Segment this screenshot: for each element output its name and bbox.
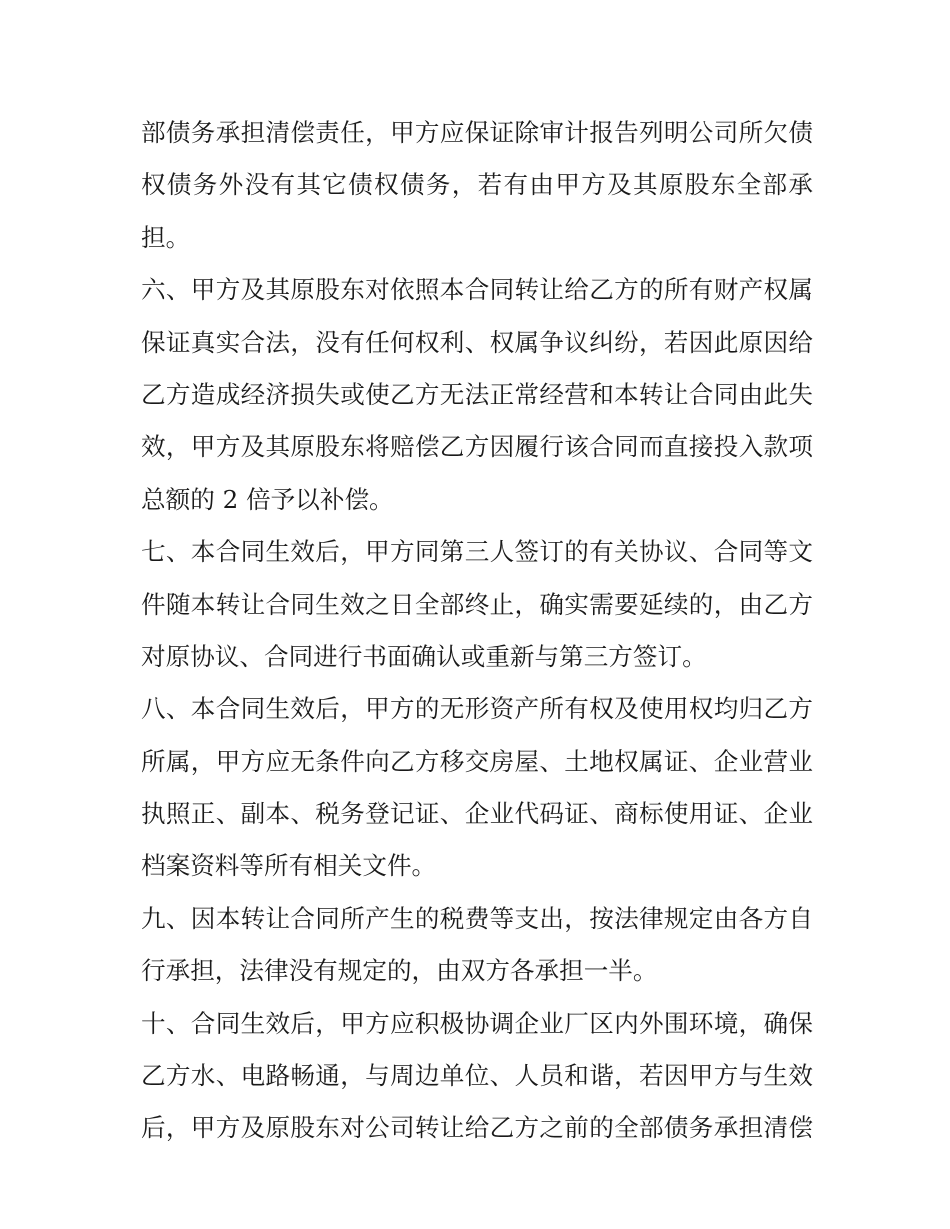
paragraph-clause-7 (141, 526, 813, 683)
text-line: 权债务外没有其它债权债务，若有由甲方及其原股东全部承 (141, 170, 813, 200)
text-line: 部债务承担清偿责任，甲方应保证除审计报告列明公司所欠债 (141, 118, 813, 147)
text-line: 后，甲方及原股东对公司转让给乙方之前的全部债务承担清偿 (141, 1113, 813, 1143)
paragraph-debt-continuation (141, 107, 813, 264)
text-line: 乙方造成经济损失或使乙方无法正常经营和本转让合同由此失 (141, 379, 813, 409)
text-line: 总额的 2 倍予以补偿。 (141, 484, 394, 514)
text-line: 对原协议、合同进行书面确认或重新与第三方签订。 (141, 641, 707, 671)
text-line: 所属，甲方应无条件向乙方移交房屋、土地权属证、企业营业 (141, 746, 813, 776)
paragraph-clause-8 (141, 683, 813, 893)
document-body (141, 107, 813, 1155)
text-line: 乙方水、电路畅通，与周边单位、人员和谐，若因甲方与生效 (141, 1061, 813, 1091)
text-line: 十、合同生效后，甲方应积极协调企业厂区内外围环境，确保 (141, 1008, 813, 1038)
text-line: 七、本合同生效后，甲方同第三人签订的有关协议、合同等文 (141, 537, 813, 567)
paragraph-clause-6 (141, 264, 813, 526)
text-line: 件随本转让合同生效之日全部终止，确实需要延续的，由乙方 (141, 589, 813, 619)
text-line: 九、因本转让合同所产生的税费等支出，按法律规定由各方自 (141, 903, 813, 933)
text-line: 六、甲方及其原股东对依照本合同转让给乙方的所有财产权属 (141, 275, 813, 305)
text-line: 效，甲方及其原股东将赔偿乙方因履行该合同而直接投入款项 (141, 432, 813, 462)
paragraph-clause-10 (141, 998, 813, 1155)
text-line: 执照正、副本、税务登记证、企业代码证、商标使用证、企业 (141, 799, 813, 829)
paragraph-clause-9 (141, 893, 813, 998)
text-line: 保证真实合法，没有任何权利、权属争议纠纷，若因此原因给 (141, 327, 813, 357)
text-line: 八、本合同生效后，甲方的无形资产所有权及使用权均归乙方 (141, 694, 813, 724)
text-line: 档案资料等所有相关文件。 (141, 851, 437, 881)
text-line: 担。 (141, 222, 191, 252)
text-line: 行承担，法律没有规定的，由双方各承担一半。 (141, 956, 658, 986)
